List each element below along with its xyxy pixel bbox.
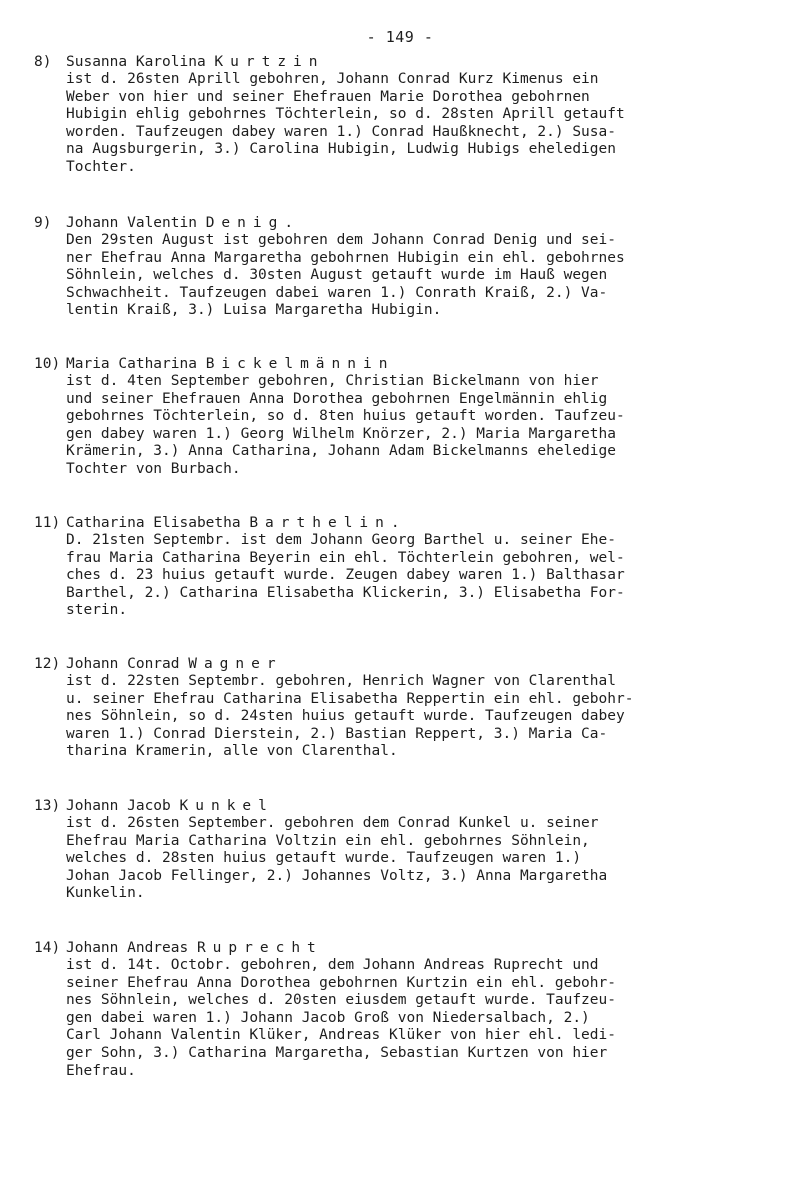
entry-line: D. 21sten Septembr. ist dem Johann Georg Barthel u. seiner Ehe- xyxy=(66,532,616,548)
entry-line: und seiner Ehefrauen Anna Dorothea gebohrnen Engelmännin ehlig xyxy=(66,390,608,407)
entry-heading xyxy=(34,514,774,532)
entry-heading xyxy=(34,53,774,71)
entry-line: ger Sohn, 3.) Catharina Margaretha, Sebastian Kurtzen von hier xyxy=(66,1044,608,1061)
entry-line: ist d. 22sten Septembr. gebohren, Henrich Wagner von Clarenthal xyxy=(66,673,616,689)
entry-surname: Ruprecht xyxy=(196,940,323,956)
entry-line: Tochter. xyxy=(66,158,136,175)
entry-line: nes Söhnlein, so d. 24sten huius getauft wurde. Taufzeugen dabey xyxy=(66,708,625,725)
entry-heading xyxy=(34,355,774,373)
entry-line: worden. Taufzeugen dabey waren 1.) Conrad Haußknecht, 2.) Susa- xyxy=(66,123,616,140)
entry-line: ner Ehefrau Anna Margaretha gebohrnen Hubigin ein ehl. gebohrnes xyxy=(66,249,625,266)
entry-number: 12) xyxy=(34,656,61,672)
entry-line: Barthel, 2.) Catharina Elisabetha Klickerin, 3.) Elisabetha For- xyxy=(66,584,625,601)
entry-number: 14) xyxy=(34,940,61,956)
entry-line: seiner Ehefrau Anna Dorothea gebohrnen Kurtzin ein ehl. gebohr- xyxy=(66,974,616,991)
entry-line: Carl Johann Valentin Klüker, Andreas Klüker von hier ehl. ledi- xyxy=(66,1027,616,1044)
entry-line: tharina Kramerin, alle von Clarenthal. xyxy=(66,743,398,760)
entry-line: Ehefrau. xyxy=(66,1062,136,1079)
entry-given-names: Maria Catharina xyxy=(66,356,206,372)
entry-line: Schwachheit. Taufzeugen dabei waren 1.) Conrath Kraiß, 2.) Va- xyxy=(66,284,608,301)
entry-text xyxy=(66,815,774,903)
entry-given-names: Johann Jacob xyxy=(66,798,180,814)
entry-given-names: Johann Valentin xyxy=(66,215,206,231)
entry-line: gebohrnes Töchterlein, so d. 8ten huius getauft worden. Taufzeu- xyxy=(66,408,625,425)
entry-surname: Barthelin. xyxy=(249,515,407,531)
entry-surname: Bickelmännin xyxy=(205,356,395,372)
entry-heading xyxy=(34,797,774,815)
entry-line: Hubigin ehlig gebohrnes Töchterlein, so d. 28sten Aprill getauft xyxy=(66,106,625,123)
entry-line: ches d. 23 huius getauft wurde. Zeugen dabey waren 1.) Balthasar xyxy=(66,567,625,584)
entry-line: nes Söhnlein, welches d. 20sten eiusdem getauft wurde. Taufzeu- xyxy=(66,992,616,1009)
entry-line: na Augsburgerin, 3.) Carolina Hubigin, Ludwig Hubigs eheledigen xyxy=(66,141,616,158)
entry-text xyxy=(66,71,774,177)
entry-line: ist d. 26sten September. gebohren dem Conrad Kunkel u. seiner xyxy=(66,815,599,831)
baptism-entry xyxy=(34,655,774,761)
entry-line: ist d. 14t. Octobr. gebohren, dem Johann Andreas Ruprecht und xyxy=(66,957,599,973)
entry-line: welches d. 28sten huius getauft wurde. Taufzeugen waren 1.) xyxy=(66,850,582,867)
entry-line: u. seiner Ehefrau Catharina Elisabetha Reppertin ein ehl. gebohr- xyxy=(66,690,634,707)
entry-given-names: Johann Conrad xyxy=(66,656,189,672)
entry-text xyxy=(66,673,774,761)
baptism-entry xyxy=(34,797,774,903)
entry-number: 9) xyxy=(34,215,52,231)
entry-heading xyxy=(34,214,774,232)
entry-line: gen dabey waren 1.) Georg Wilhelm Knörzer, 2.) Maria Margaretha xyxy=(66,425,616,442)
baptism-entry xyxy=(34,214,774,320)
entry-line: Den 29sten August ist gebohren dem Johann Conrad Denig und sei- xyxy=(66,232,616,248)
entry-given-names: Catharina Elisabetha xyxy=(66,515,250,531)
entry-text xyxy=(66,532,774,620)
entry-line: Ehefrau Maria Catharina Voltzin ein ehl. gebohrnes Söhnlein, xyxy=(66,832,590,849)
baptism-entry xyxy=(34,53,774,177)
entry-line: Kunkelin. xyxy=(66,885,145,902)
entry-heading xyxy=(34,655,774,673)
entry-heading xyxy=(34,939,774,957)
entry-surname: Denig. xyxy=(205,215,301,231)
entry-line: Johan Jacob Fellinger, 2.) Johannes Voltz, 3.) Anna Margaretha xyxy=(66,867,608,884)
entry-number: 13) xyxy=(34,798,61,814)
entry-line: Tochter von Burbach. xyxy=(66,460,241,477)
entry-line: Weber von hier und seiner Ehefrauen Marie Dorothea gebohrnen xyxy=(66,88,590,105)
entry-line: gen dabei waren 1.) Johann Jacob Groß von Niedersalbach, 2.) xyxy=(66,1009,590,1026)
entry-text xyxy=(66,373,774,479)
entry-given-names: Susanna Karolina xyxy=(66,54,215,70)
entry-number: 10) xyxy=(34,356,61,372)
entry-number: 11) xyxy=(34,515,61,531)
baptism-entry xyxy=(34,939,774,1080)
entry-line: ist d. 4ten September gebohren, Christian Bickelmann von hier xyxy=(66,373,599,389)
entry-line: frau Maria Catharina Beyerin ein ehl. Töchterlein gebohren, wel- xyxy=(66,549,625,566)
entry-given-names: Johann Andreas xyxy=(66,940,197,956)
baptism-entry xyxy=(34,355,774,479)
entry-surname: Kurtzin xyxy=(214,54,325,70)
entry-surname: Kunkel xyxy=(179,798,274,814)
entry-text xyxy=(66,957,774,1080)
baptism-entry xyxy=(34,514,774,620)
entry-text xyxy=(66,232,774,320)
entry-line: Söhnlein, welches d. 30sten August getauft wurde im Hauß wegen xyxy=(66,267,608,284)
entry-line: sterin. xyxy=(66,602,128,619)
entry-surname: Wagner xyxy=(188,656,283,672)
entry-line: waren 1.) Conrad Dierstein, 2.) Bastian Reppert, 3.) Maria Ca- xyxy=(66,725,608,742)
entry-number: 8) xyxy=(34,54,52,70)
entry-line: lentin Kraiß, 3.) Luisa Margaretha Hubigin. xyxy=(66,302,442,319)
page-number: - 149 - xyxy=(366,28,434,46)
entry-line: ist d. 26sten Aprill gebohren, Johann Conrad Kurz Kimenus ein xyxy=(66,71,599,87)
entry-line: Krämerin, 3.) Anna Catharina, Johann Adam Bickelmanns eheledige xyxy=(66,443,616,460)
